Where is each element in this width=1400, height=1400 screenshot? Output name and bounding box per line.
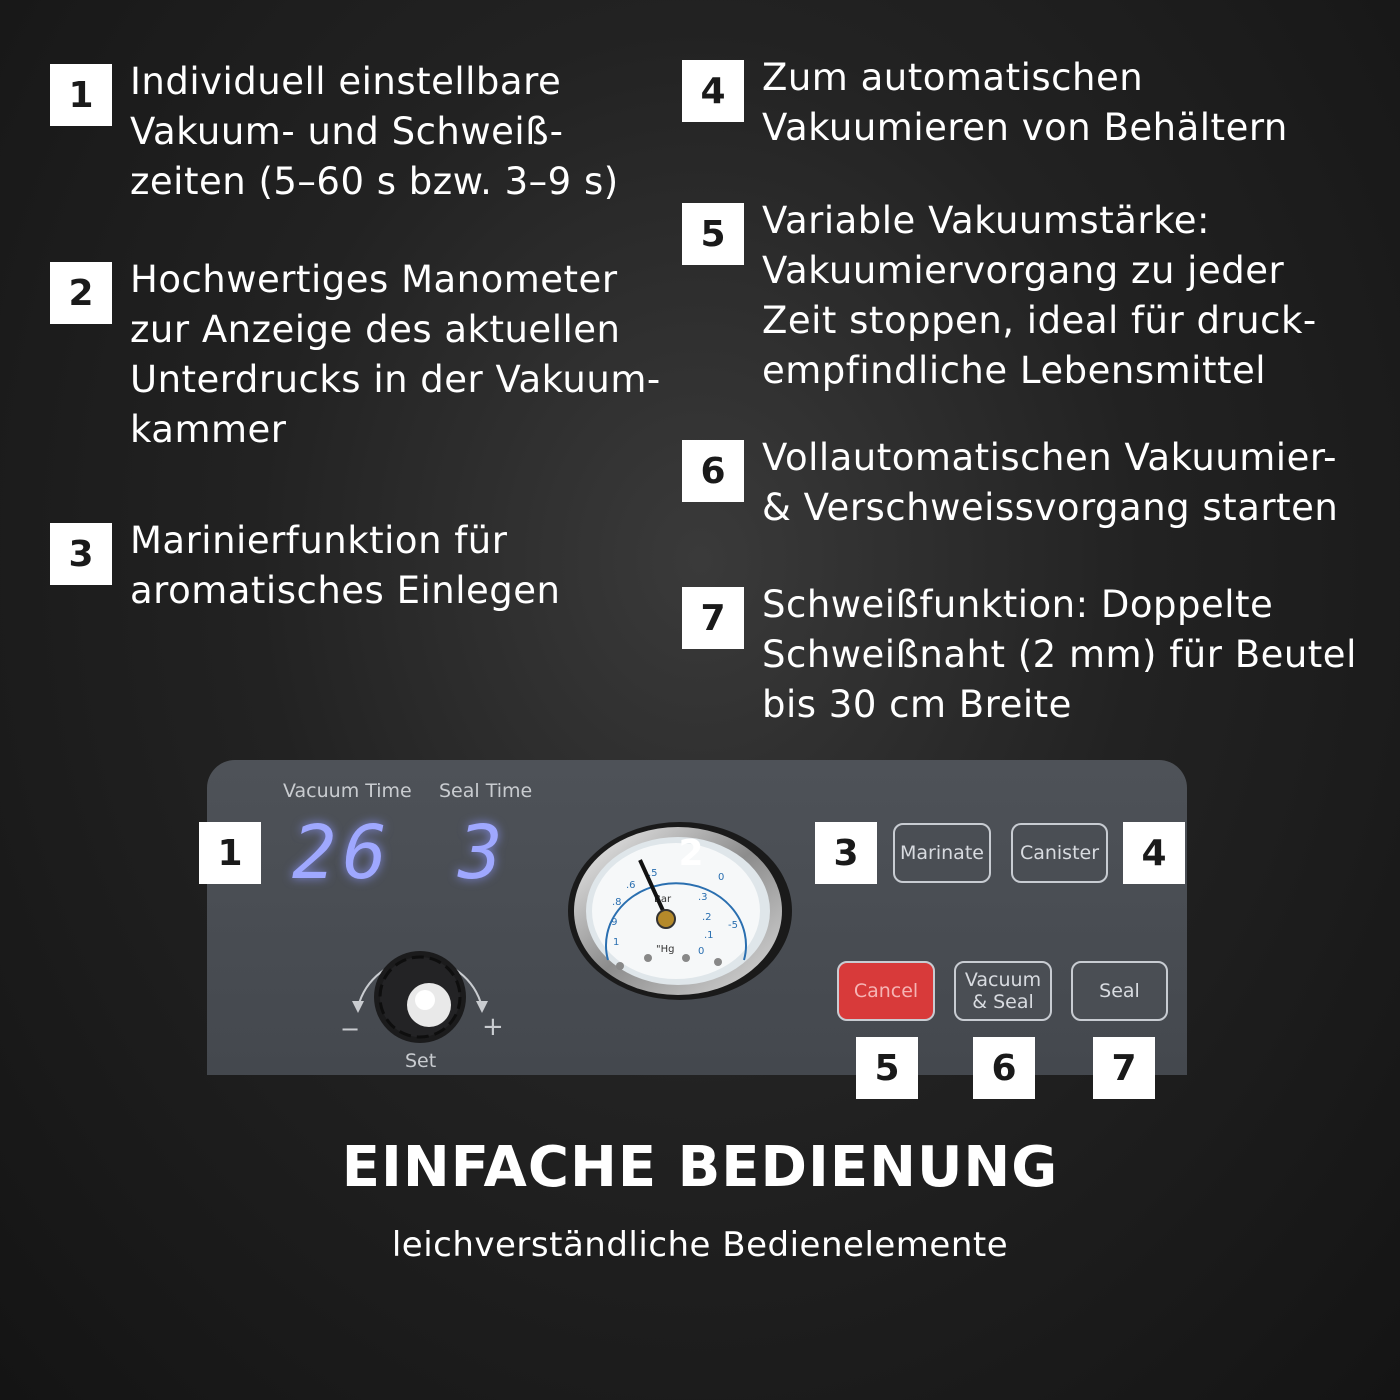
vacuum-seal-label-1: Vacuum xyxy=(964,969,1042,991)
callout-badge-6: 6 xyxy=(973,1037,1035,1099)
feature-line: kammer xyxy=(130,408,287,451)
cancel-button[interactable]: Cancel xyxy=(837,961,935,1021)
svg-text:.2: .2 xyxy=(702,912,712,923)
feature-line: Vakuum- und Schweiß- xyxy=(130,110,564,153)
feature-line: Zum automatischen xyxy=(762,56,1144,99)
svg-text:.6: .6 xyxy=(626,880,636,891)
vacuum-seal-label-2: & Seal xyxy=(972,991,1034,1013)
feature-line: Schweißfunktion: Doppelte xyxy=(762,583,1274,626)
feature-line: Schweißnaht (2 mm) für Beutel xyxy=(762,633,1357,676)
feature-line: Unterdrucks in der Vakuum- xyxy=(130,358,661,401)
gauge-unit-hg: "Hg xyxy=(656,944,675,955)
marinate-button[interactable]: Marinate xyxy=(893,823,991,883)
feature-line: Marinierfunktion für xyxy=(130,519,508,562)
seal-time-label: Seal Time xyxy=(439,780,533,802)
feature-line: Vakuumiervorgang zu jeder xyxy=(762,249,1285,292)
vacuum-time-label: Vacuum Time xyxy=(283,780,412,802)
feature-line: Hochwertiges Manometer xyxy=(130,258,618,301)
feature-line: empfindliche Lebensmittel xyxy=(762,349,1266,392)
page-subtitle: leichverständliche Bedienelemente xyxy=(391,1225,1009,1265)
feature-line: Variable Vakuumstärke: xyxy=(762,199,1210,242)
feature-badge-3: 3 xyxy=(50,523,112,585)
svg-text:.9: .9 xyxy=(608,917,618,928)
knob-set-label: Set xyxy=(405,1050,437,1072)
svg-text:.3: .3 xyxy=(698,892,708,903)
feature-badge-2: 2 xyxy=(50,262,112,324)
feature-text-6 xyxy=(762,433,1338,533)
gauge-unit-bar: Bar xyxy=(654,894,672,905)
knob-arrow-left-icon xyxy=(352,1001,364,1013)
vacuum-time-display: 26 xyxy=(292,810,394,896)
callout-badge-1: 1 xyxy=(199,822,261,884)
feature-text-4 xyxy=(762,53,1288,153)
feature-line: & Verschweissvorgang starten xyxy=(762,486,1339,529)
svg-text:.8: .8 xyxy=(612,897,622,908)
feature-line: aromatisches Einlegen xyxy=(130,569,561,612)
knob-plus: + xyxy=(482,1012,504,1042)
feature-badge-1: 1 xyxy=(50,64,112,126)
svg-text:.5: .5 xyxy=(648,868,658,879)
svg-text:1: 1 xyxy=(613,937,620,948)
feature-text-5 xyxy=(762,196,1317,396)
feature-line: zur Anzeige des aktuellen xyxy=(130,308,621,351)
feature-line: Zeit stoppen, ideal für druck- xyxy=(762,299,1317,342)
callout-badge-2: 2 xyxy=(678,832,704,874)
page-title: EINFACHE BEDIENUNG xyxy=(341,1135,1059,1200)
feature-badge-6: 6 xyxy=(682,440,744,502)
feature-badge-4: 4 xyxy=(682,60,744,122)
callout-badge-4: 4 xyxy=(1123,822,1185,884)
feature-line: Individuell einstellbare xyxy=(130,60,562,103)
feature-line: zeiten (5–60 s bzw. 3–9 s) xyxy=(130,160,619,203)
feature-badge-7: 7 xyxy=(682,587,744,649)
feature-badge-5: 5 xyxy=(682,203,744,265)
callout-badge-3: 3 xyxy=(815,822,877,884)
canister-button[interactable]: Canister xyxy=(1011,823,1108,883)
feature-text-1 xyxy=(130,57,619,207)
knob-minus: − xyxy=(340,1015,361,1043)
callout-badge-7: 7 xyxy=(1093,1037,1155,1099)
svg-text:.1: .1 xyxy=(704,930,714,941)
svg-text:0: 0 xyxy=(698,946,705,957)
feature-line: bis 30 cm Breite xyxy=(762,683,1072,726)
seal-button[interactable]: Seal xyxy=(1071,961,1168,1021)
feature-text-7 xyxy=(762,580,1357,730)
seal-time-display: 3 xyxy=(458,810,509,896)
svg-text:-5: -5 xyxy=(728,920,738,931)
svg-text:0: 0 xyxy=(718,872,725,883)
vacuum-seal-button[interactable] xyxy=(954,961,1052,1021)
feature-line: Vollautomatischen Vakuumier- xyxy=(762,436,1338,479)
feature-text-3 xyxy=(130,516,560,616)
feature-text-2 xyxy=(130,255,661,455)
feature-line: Vakuumieren von Behältern xyxy=(762,106,1288,149)
callout-badge-5: 5 xyxy=(856,1037,918,1099)
